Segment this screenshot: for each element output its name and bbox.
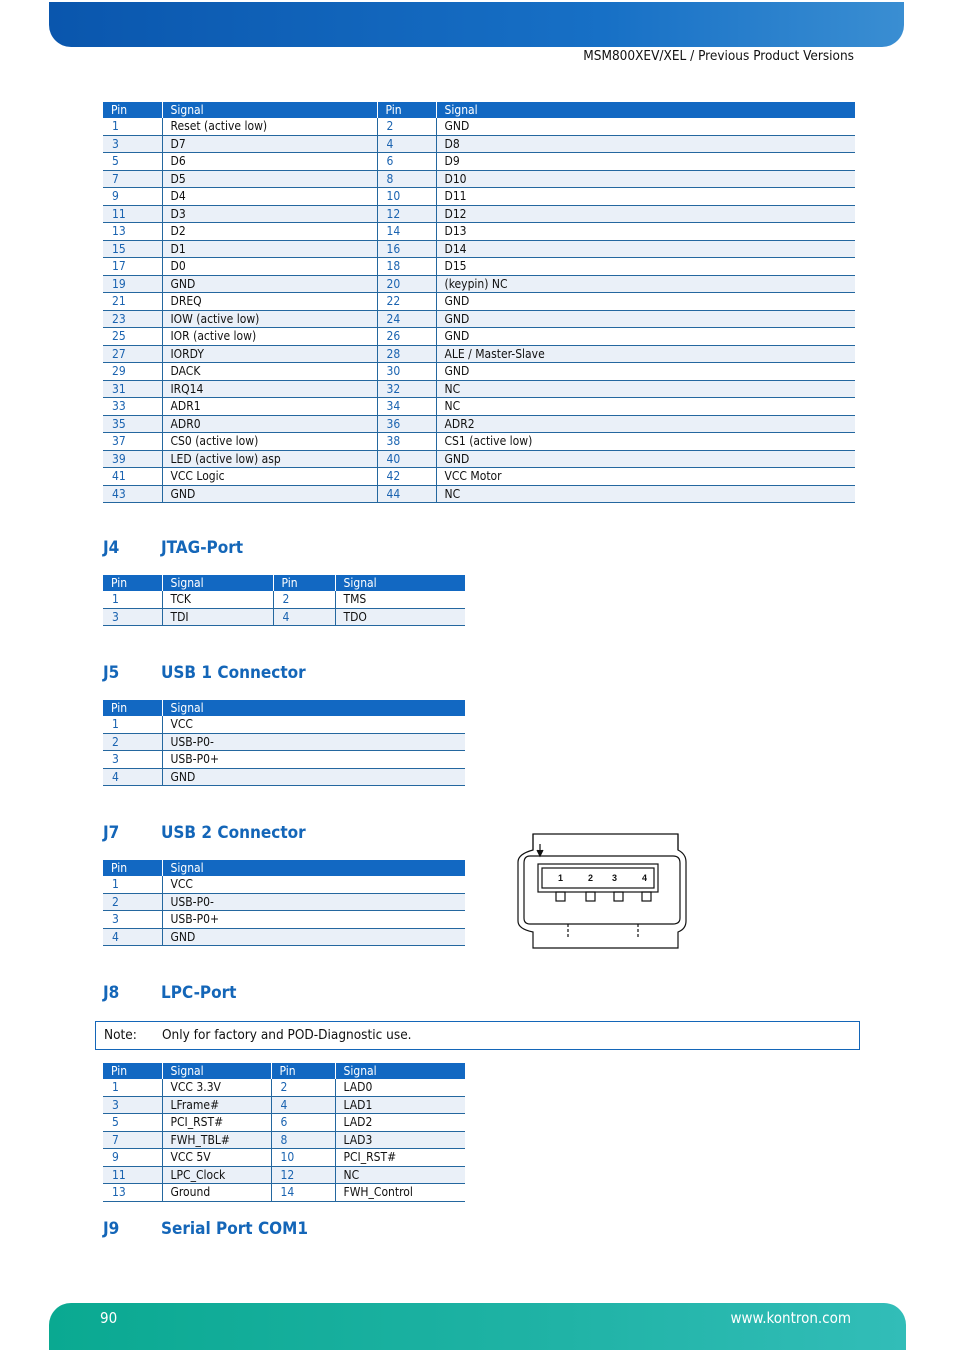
pin-cell: 5 [103,1114,162,1132]
signal-cell: NC [436,398,855,416]
signal-cell: VCC 5V [162,1149,271,1167]
pin-cell: 15 [103,240,162,258]
signal-cell: GND [436,363,855,381]
section-heading-j4 [103,538,243,558]
signal-cell: IRQ14 [162,380,377,398]
signal-cell: D7 [162,135,377,153]
pin-cell: 32 [377,380,436,398]
pin-cell: 7 [103,1131,162,1149]
pin-cell: 39 [103,450,162,468]
section-heading-j9 [103,1219,308,1239]
signal-cell: GND [436,328,855,346]
signal-cell: GND [436,450,855,468]
col-header-pin: Pin [273,575,335,591]
signal-cell: D15 [436,258,855,276]
pin-cell: 19 [103,275,162,293]
table-row [103,380,855,398]
pin-cell: 33 [103,398,162,416]
signal-cell: GND [436,310,855,328]
table-row [103,170,855,188]
signal-cell: Reset (active low) [162,118,377,135]
pin-cell: 6 [377,153,436,171]
pin-cell: 44 [377,485,436,503]
signal-cell: IOR (active low) [162,328,377,346]
signal-cell: GND [436,293,855,311]
signal-cell: GND [436,118,855,135]
signal-cell: D14 [436,240,855,258]
section-heading-j5 [103,663,306,683]
col-header-pin: Pin [103,700,162,716]
table-row [103,768,465,786]
signal-cell: IOW (active low) [162,310,377,328]
table-row [103,450,855,468]
signal-cell: USB-P0- [162,733,465,751]
pin-cell: 21 [103,293,162,311]
pin-cell: 1 [103,716,162,733]
footer-url: www.kontron.com [730,1309,851,1327]
section-title: USB 2 Connector [161,823,306,843]
signal-cell: FWH_TBL# [162,1131,271,1149]
pin-cell: 2 [103,893,162,911]
note-label: Note: [104,1027,137,1043]
signal-cell: DACK [162,363,377,381]
table-row [103,205,855,223]
pin-cell: 3 [103,1096,162,1114]
pin-cell: 9 [103,1149,162,1167]
table-row [103,240,855,258]
signal-cell: ADR0 [162,415,377,433]
signal-cell: GND [162,768,465,786]
table-row [103,876,465,893]
signal-cell: LAD1 [335,1096,465,1114]
pin-cell: 1 [103,1079,162,1096]
pin-cell: 2 [377,118,436,135]
usb-connector-diagram [508,826,698,956]
signal-cell: CS1 (active low) [436,433,855,451]
table-row [103,716,465,733]
pin-cell: 1 [103,118,162,135]
pin-cell: 26 [377,328,436,346]
pin-cell: 4 [377,135,436,153]
signal-cell: D11 [436,188,855,206]
pin-cell: 9 [103,188,162,206]
note-box [95,1021,860,1050]
signal-cell: LED (active low) asp [162,450,377,468]
table-row [103,468,855,486]
pin-cell: 28 [377,345,436,363]
table-row [103,153,855,171]
pin-cell: 25 [103,328,162,346]
table-row [103,1131,465,1149]
pin-cell: 1 [103,591,162,608]
pin-cell: 34 [377,398,436,416]
pin-cell: 41 [103,468,162,486]
table-row [103,433,855,451]
pin-cell: 3 [103,751,162,769]
pin-cell: 17 [103,258,162,276]
table-row [103,275,855,293]
header-bar [49,2,904,47]
col-header-pin: Pin [103,102,162,118]
signal-cell: LAD0 [335,1079,465,1096]
signal-cell: CS0 (active low) [162,433,377,451]
table-row [103,893,465,911]
table-row [103,928,465,946]
signal-cell: (keypin) NC [436,275,855,293]
pin-cell: 12 [377,205,436,223]
signal-cell: PCI_RST# [335,1149,465,1167]
table-row [103,1096,465,1114]
pin-cell: 4 [103,768,162,786]
signal-cell: TMS [335,591,465,608]
signal-cell: VCC Logic [162,468,377,486]
table-row [103,485,855,503]
pin-cell: 7 [103,170,162,188]
signal-cell: IORDY [162,345,377,363]
signal-cell: GND [162,485,377,503]
pin-cell: 42 [377,468,436,486]
signal-cell: D3 [162,205,377,223]
signal-cell: NC [436,380,855,398]
signal-cell: D10 [436,170,855,188]
section-number: J5 [103,663,120,683]
table-row [103,118,855,135]
signal-cell: TCK [162,591,273,608]
pin-cell: 14 [377,223,436,241]
col-header-signal: Signal [162,102,377,118]
jtag-pin-table [103,575,465,626]
table-row [103,1166,465,1184]
signal-cell: VCC [162,716,465,733]
pin-cell: 8 [377,170,436,188]
pin-cell: 3 [103,135,162,153]
pin-cell: 16 [377,240,436,258]
table-row [103,363,855,381]
pin-cell: 31 [103,380,162,398]
signal-cell: GND [162,928,465,946]
pin-cell: 5 [103,153,162,171]
signal-cell: VCC Motor [436,468,855,486]
signal-cell: DREQ [162,293,377,311]
signal-cell: GND [162,275,377,293]
pin-cell: 36 [377,415,436,433]
table-row [103,911,465,929]
connector-pin-label: 2 [588,873,594,883]
signal-cell: D9 [436,153,855,171]
pin-cell: 2 [103,733,162,751]
table-row [103,1079,465,1096]
section-number: J9 [103,1219,120,1239]
pin-cell: 2 [271,1079,335,1096]
signal-cell: NC [335,1166,465,1184]
pin-cell: 10 [271,1149,335,1167]
pin-cell: 27 [103,345,162,363]
signal-cell: VCC [162,876,465,893]
col-header-signal: Signal [162,860,465,876]
col-header-signal: Signal [162,575,273,591]
col-header-signal: Signal [335,1063,465,1079]
signal-cell: ALE / Master-Slave [436,345,855,363]
pin-cell: 18 [377,258,436,276]
table-row [103,310,855,328]
table-row [103,751,465,769]
pin-cell: 30 [377,363,436,381]
col-header-signal: Signal [162,700,465,716]
section-number: J4 [103,538,120,558]
col-header-pin: Pin [271,1063,335,1079]
pin-cell: 10 [377,188,436,206]
pin-cell: 22 [377,293,436,311]
table-row [103,398,855,416]
signal-cell: LFrame# [162,1096,271,1114]
pin-cell: 43 [103,485,162,503]
usb2-pin-table [103,860,465,946]
signal-cell: D6 [162,153,377,171]
pin-cell: 4 [103,928,162,946]
pin-cell: 40 [377,450,436,468]
pin-cell: 4 [273,608,335,626]
pin-cell: 13 [103,1184,162,1202]
pin-cell: 14 [271,1184,335,1202]
col-header-pin: Pin [103,1063,162,1079]
signal-cell: LAD3 [335,1131,465,1149]
table-row [103,293,855,311]
col-header-pin: Pin [103,860,162,876]
signal-cell: PCI_RST# [162,1114,271,1132]
pin-cell: 8 [271,1131,335,1149]
section-heading-j7 [103,823,306,843]
usb1-pin-table [103,700,465,786]
signal-cell: D13 [436,223,855,241]
section-title: Serial Port COM1 [161,1219,309,1239]
table-row [103,415,855,433]
pin-cell: 24 [377,310,436,328]
pin-cell: 29 [103,363,162,381]
signal-cell: NC [436,485,855,503]
signal-cell: D12 [436,205,855,223]
signal-cell: USB-P0+ [162,911,465,929]
table-row [103,1114,465,1132]
lpc-pin-table [103,1063,465,1202]
col-header-signal: Signal [436,102,855,118]
connector-pin-label: 3 [612,873,618,883]
section-heading-j8 [103,983,237,1003]
connector-pin-label: 4 [642,873,648,883]
table-row [103,1184,465,1202]
signal-cell: FWH_Control [335,1184,465,1202]
table-row [103,188,855,206]
table-row [103,733,465,751]
signal-cell: TDI [162,608,273,626]
ide-pin-table [103,102,855,503]
section-number: J8 [103,983,120,1003]
signal-cell: ADR2 [436,415,855,433]
signal-cell: D0 [162,258,377,276]
pin-cell: 13 [103,223,162,241]
table-row [103,608,465,626]
table-row [103,328,855,346]
section-title: USB 1 Connector [161,663,306,683]
signal-cell: TDO [335,608,465,626]
pin-cell: 2 [273,591,335,608]
pin-cell: 3 [103,608,162,626]
page-number: 90 [100,1309,118,1327]
pin-cell: 38 [377,433,436,451]
pin-cell: 1 [103,876,162,893]
col-header-pin: Pin [377,102,436,118]
section-title: LPC-Port [161,983,237,1003]
document-title: MSM800XEV/XEL / Previous Product Versions [583,48,854,64]
signal-cell: D2 [162,223,377,241]
signal-cell: D8 [436,135,855,153]
section-title: JTAG-Port [161,538,244,558]
signal-cell: Ground [162,1184,271,1202]
pin-cell: 4 [271,1096,335,1114]
pin-cell: 11 [103,205,162,223]
signal-cell: D4 [162,188,377,206]
col-header-pin: Pin [103,575,162,591]
pin-cell: 6 [271,1114,335,1132]
section-number: J7 [103,823,120,843]
pin-cell: 23 [103,310,162,328]
signal-cell: ADR1 [162,398,377,416]
signal-cell: VCC 3.3V [162,1079,271,1096]
signal-cell: LAD2 [335,1114,465,1132]
connector-pin-label: 1 [558,873,564,883]
table-row [103,135,855,153]
signal-cell: USB-P0+ [162,751,465,769]
col-header-signal: Signal [335,575,465,591]
table-row [103,1149,465,1167]
table-row [103,258,855,276]
pin-cell: 37 [103,433,162,451]
col-header-signal: Signal [162,1063,271,1079]
table-row [103,345,855,363]
pin-cell: 12 [271,1166,335,1184]
pin-cell: 3 [103,911,162,929]
signal-cell: D5 [162,170,377,188]
signal-cell: USB-P0- [162,893,465,911]
note-text: Only for factory and POD-Diagnostic use. [162,1027,412,1043]
pin-cell: 11 [103,1166,162,1184]
table-row [103,223,855,241]
pin-cell: 20 [377,275,436,293]
signal-cell: D1 [162,240,377,258]
table-row [103,591,465,608]
pin-cell: 35 [103,415,162,433]
signal-cell: LPC_Clock [162,1166,271,1184]
